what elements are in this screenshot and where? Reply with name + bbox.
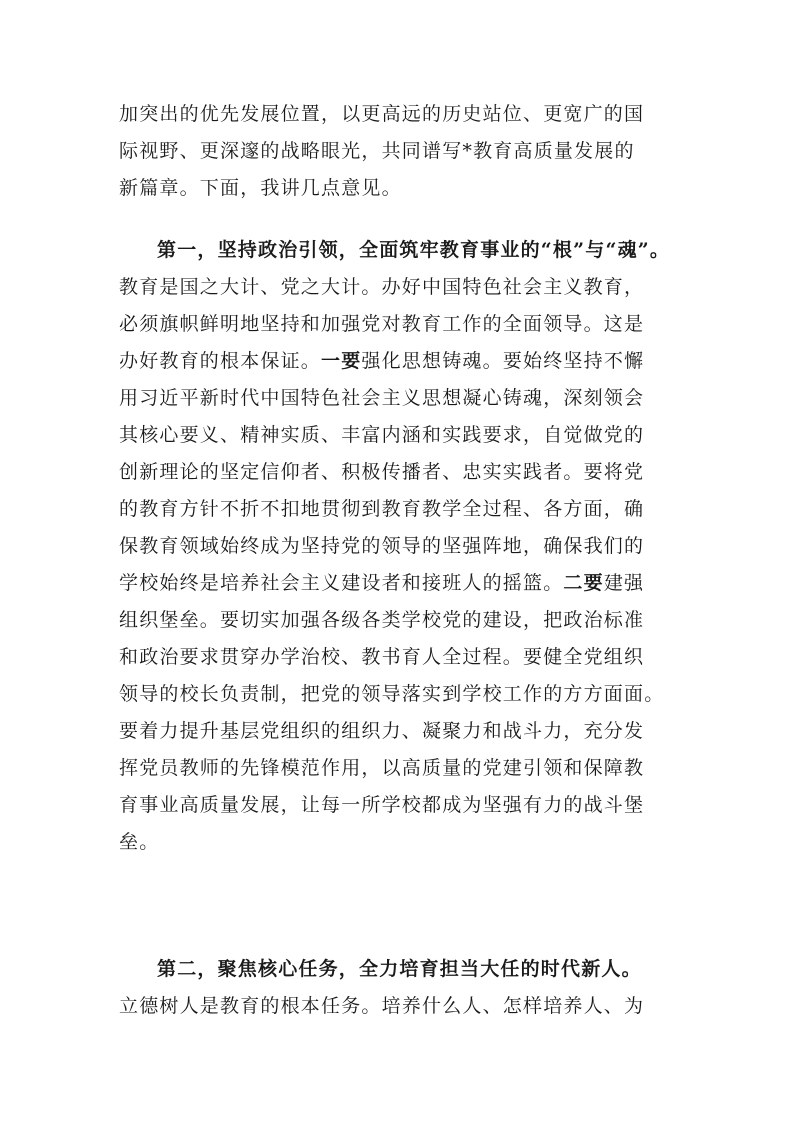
text-segment: 办好教育的根本保证。: [119, 350, 322, 372]
paragraph-intro: [119, 96, 689, 207]
text-segment: 学校始终是培养社会主义建设者和接班人的摇篮。: [119, 572, 564, 594]
section-two-heading: 第二，聚焦核心任务，全力培育担当大任的时代新人。: [157, 958, 642, 980]
paragraph-section-two: [119, 951, 689, 1025]
text-line: 组织堡垒。要切实加强各级各类学校党的建设，把政治标准: [119, 609, 645, 631]
text-line: 垒。: [119, 831, 160, 853]
text-line: 新篇章。下面，我讲几点意见。: [119, 177, 402, 199]
text-line: 必须旗帜鲜明地坚持和加强党对教育工作的全面领导。这是: [119, 313, 645, 335]
text-line: [119, 565, 689, 602]
point-two-marker: 二要: [563, 572, 604, 594]
text-line: 育事业高质量发展，让每一所学校都成为坚强有力的战斗堡: [119, 794, 645, 816]
text-line: 立德树人是教育的根本任务。培养什么人、怎样培养人、为: [119, 995, 645, 1017]
text-line: 保教育领域始终成为坚持党的领导的坚强阵地，确保我们的: [119, 535, 645, 557]
text-segment: 建强: [603, 572, 645, 594]
paragraph-section-one: [119, 232, 689, 861]
text-line: 际视野、更深邃的战略眼光，共同谱写*教育高质量发展的: [119, 140, 635, 162]
text-line: 教育是国之大计、党之大计。办好中国特色社会主义教育，: [119, 276, 645, 298]
text-line: 的教育方针不折不扣地贯彻到教育教学全过程、各方面，确: [119, 498, 645, 520]
point-one-marker: 一要: [321, 350, 362, 372]
text-line: 和政治要求贯穿办学治校、教书育人全过程。要健全党组织: [119, 646, 645, 668]
text-segment: 强化思想铸魂。要始终坚持不懈: [361, 350, 645, 372]
text-line: 领导的校长负责制，把党的领导落实到学校工作的方方面面。: [119, 683, 665, 705]
text-line: [119, 343, 689, 380]
text-line: 挥党员教师的先锋模范作用，以高质量的党建引领和保障教: [119, 757, 645, 779]
section-one-heading: 第一，坚持政治引领，全面筑牢教育事业的“根”与“魂”。: [157, 239, 671, 261]
text-line: 加突出的优先发展位置，以更高远的历史站位、更宽广的国: [119, 103, 645, 125]
text-line: 要着力提升基层党组织的组织力、凝聚力和战斗力，充分发: [119, 720, 645, 742]
text-line: 用习近平新时代中国特色社会主义思想凝心铸魂，深刻领会: [119, 387, 645, 409]
text-line: 创新理论的坚定信仰者、积极传播者、忠实实践者。要将党: [119, 461, 645, 483]
text-line: 其核心要义、精神实质、丰富内涵和实践要求，自觉做党的: [119, 424, 645, 446]
